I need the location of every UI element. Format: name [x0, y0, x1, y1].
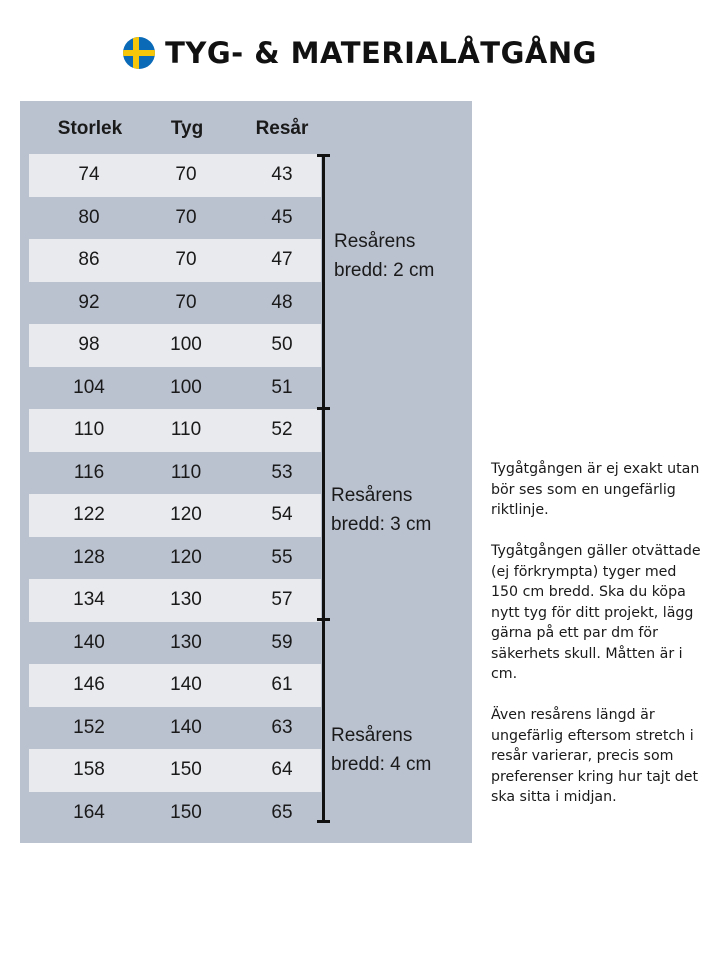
table-cell: 52	[271, 419, 293, 440]
table-cell: 110	[73, 419, 105, 440]
table-row	[29, 367, 321, 410]
table-cell: 104	[73, 376, 105, 398]
table-cell: 130	[170, 631, 202, 653]
table-cell: 55	[271, 546, 293, 568]
table-cell: 45	[271, 206, 293, 228]
table-cell: 70	[175, 164, 197, 185]
column-header-storlek: Storlek	[57, 118, 123, 139]
table-cell: 74	[78, 164, 100, 185]
note-paragraph: Tygåtgången är ej exakt utan bör ses som en ungefärlig riktlinje.	[491, 461, 700, 518]
table-cell: 100	[170, 334, 202, 355]
table-cell: 152	[73, 716, 105, 738]
table-cell: 128	[73, 546, 105, 568]
table-cell: 120	[170, 504, 202, 525]
table-cell: 63	[271, 716, 293, 738]
table-cell: 50	[271, 334, 293, 355]
table-cell: 134	[73, 589, 105, 610]
bracket-tick	[317, 154, 330, 157]
table-row	[29, 749, 321, 792]
bracket-line	[322, 154, 325, 823]
table-cell: 140	[170, 716, 202, 738]
table-row	[29, 707, 321, 750]
table-cell: 51	[271, 376, 293, 398]
column-header-resar: Resår	[255, 118, 309, 139]
table-cell: 53	[271, 461, 293, 483]
table-cell: 130	[170, 589, 202, 610]
bracket-tick	[317, 820, 330, 823]
table-cell: 98	[78, 334, 100, 355]
elastic-width-label-3cm: Resårens bredd: 3 cm	[331, 485, 432, 535]
table-row	[29, 452, 321, 495]
table-cell: 164	[73, 801, 105, 823]
notes-text	[491, 459, 701, 828]
swedish-flag-icon	[123, 37, 155, 69]
table-cell: 110	[170, 419, 202, 440]
table-cell: 150	[170, 759, 202, 780]
table-cell: 140	[73, 631, 105, 653]
table-cell: 86	[78, 249, 100, 270]
table-cell: 150	[170, 801, 202, 823]
table-row	[29, 409, 321, 452]
table-cell: 70	[175, 206, 197, 228]
table-row	[29, 197, 321, 240]
table-row	[29, 494, 321, 537]
elastic-width-label-2cm: Resårens bredd: 2 cm	[334, 231, 435, 281]
table-row	[29, 664, 321, 707]
table-row	[29, 537, 321, 580]
table-cell: 43	[271, 164, 293, 185]
column-header-tyg: Tyg	[170, 118, 204, 139]
table-row	[29, 579, 321, 622]
table-cell: 122	[73, 504, 105, 525]
table-cell: 120	[170, 546, 202, 568]
table-cell: 70	[175, 291, 197, 313]
table-cell: 116	[73, 461, 105, 483]
table-cell: 65	[271, 801, 293, 823]
table-cell: 54	[271, 504, 293, 525]
table-cell: 70	[175, 249, 197, 270]
table-cell: 47	[271, 249, 293, 270]
table-cell: 140	[170, 674, 202, 695]
page-title: TYG- & MATERIALÅTGÅNG	[165, 36, 597, 70]
table-row	[29, 324, 321, 367]
table-cell: 92	[78, 291, 100, 313]
table-row	[29, 154, 321, 197]
table-row	[29, 622, 321, 665]
table-cell: 61	[271, 674, 293, 695]
table-cell: 158	[73, 759, 105, 780]
table-cell: 48	[271, 291, 293, 313]
page-header	[0, 30, 720, 76]
table-cell: 64	[271, 759, 293, 780]
elastic-width-label-4cm: Resårens bredd: 4 cm	[331, 725, 432, 775]
table-cell: 100	[170, 376, 202, 398]
table-cell: 110	[170, 461, 202, 483]
table-row	[29, 239, 321, 282]
table-cell: 146	[73, 674, 105, 695]
table-cell: 57	[271, 589, 293, 610]
bracket-tick	[317, 618, 330, 621]
table-cell: 80	[78, 206, 100, 228]
table-row	[29, 282, 321, 325]
note-paragraph: Tygåtgången gäller otvättade (ej förkrympta) tyger med 150 cm bredd. Ska du köpa nytt tyg för ditt projekt, lägg gärna på ett par dm för säkerhets skull. Måtten är i cm.	[491, 543, 701, 682]
bracket-tick	[317, 407, 330, 410]
table-row	[29, 792, 321, 835]
table-cell: 59	[271, 631, 293, 653]
note-paragraph: Även resårens längd är ungefärlig eftersom stretch i resår varierar, precis som preferenser kring hur tajt det ska sitta i midjan.	[491, 707, 699, 805]
